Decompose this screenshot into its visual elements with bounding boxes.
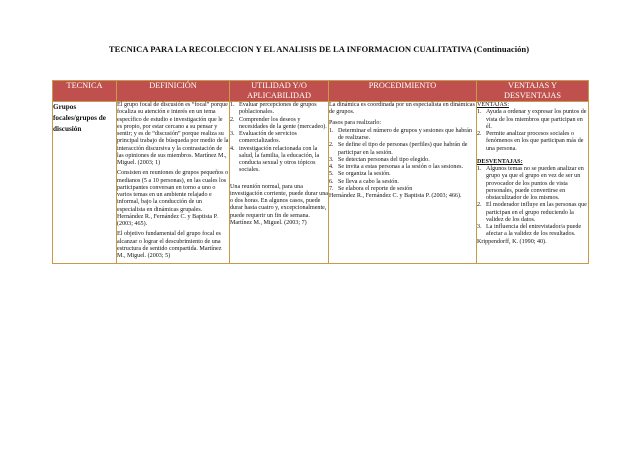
list-item: 2. Comprender los deseos y necesidades de la gente (mercadeo). <box>230 116 327 130</box>
list-item: 1. Evaluar percepciones de grupos poblacionales. <box>230 102 317 116</box>
document-title: TECNICA PARA LA RECOLECCION Y EL ANALISIS DE LA INFORMACION CUALITATIVA (Continuación) <box>108 44 530 54</box>
header-utilidad-line2: APLICABILIDAD <box>246 91 312 100</box>
header-ventajas <box>477 81 589 102</box>
list-item: 4. Se invita a estas personas a la sesión o las sesiones. <box>329 164 464 170</box>
procedimiento-intro: La dinámica es coordinada por un especialista en dinámicas de grupos. <box>329 102 475 116</box>
definicion-paragraph-1: El grupo focal de discusión es “focal” porque focaliza su atención e interés en un tema específico de estudio e investigación que le es propio, por estar cercano a su pensar y sentir; y es de “discusión” porque realiza su principal trabajo de búsqueda por medio de la interacción discursiva y la contrastación de las opiniones de sus miembros. Martínez M., Miguel. (2003; 1) <box>117 102 229 166</box>
list-item: 2. Permite analizar procesos sociales o fenómenos en los que participan más de una persona. <box>477 131 584 152</box>
header-ventajas-line1: VENTAJAS Y <box>507 81 558 90</box>
header-definicion: DEFINICIÓN <box>117 81 230 102</box>
cell-procedimiento <box>329 102 477 264</box>
cell-tecnica: Grupos focales/grupos de discusión <box>53 102 117 264</box>
list-item: 1. Algunos temas no se pueden analizar en grupo ya que el grupo en vez de ser un provocador de los puntos de vista personales, puede convertirse en obstaculizador de los mismos. <box>477 166 584 201</box>
ventajas-label: VENTAJAS: <box>477 102 510 108</box>
ventajas-list <box>477 109 588 153</box>
list-item: 7. Se elabora el reporte de sesión <box>329 185 413 192</box>
list-item: 3. Se detectan personas del tipo elegido. <box>329 156 430 163</box>
list-item: 3. La influencia del entrevistador/a puede afectar a la validez de los resultados. <box>477 224 582 238</box>
procedimiento-reference: Hernández R., Fernández C. y Baptista P. (2003; 466). <box>329 193 462 199</box>
techniques-table <box>52 80 589 264</box>
header-ventajas-line2: DESVENTAJAS <box>504 91 561 100</box>
list-item: 1. Determinar el número de grupos y sesiones que habrán de realizarse. <box>329 127 473 141</box>
list-item: 5. Se organiza la sesión. <box>329 171 391 178</box>
ventajas-reference: Krippendorff, K. (1990; 40). <box>477 238 547 245</box>
definicion-paragraph-2: Consisten en reuniones de grupos pequeños o medianos (5 a 10 personas), en las cuales los participantes conversan en torno a uno o varios temas en un ambiente relajado e informal, bajo la conducción de un especialista en dinámicas grupales. Hernández R., Fernández C. y Baptista P. (2003; 465). <box>117 170 229 227</box>
list-item: 2. Se define el tipo de personas (perfiles) que habrán de participar en la sesión. <box>329 142 468 156</box>
cell-utilidad <box>230 102 329 264</box>
utilidad-extra: Una reunión normal, para una investigación corriente, puede durar una o dos horas. En algunos casos, puede durar hasta cuatro y, excepcionalmente, puede requerir un fin de semana. Martínez M., Miguel. (2003; 7) <box>230 183 328 226</box>
header-tecnica: TECNICA <box>53 81 117 102</box>
desventajas-label: DESVENTAJAS: <box>477 158 523 165</box>
list-item: 4. investigación relacionada con la salud, la familia, la educación, la conducta sexual y otros tópicos sociales. <box>230 145 320 174</box>
header-procedimiento: PROCEDIMIENTO <box>329 81 477 102</box>
table-header-row <box>53 81 589 102</box>
utilidad-list <box>230 102 328 175</box>
procedimiento-pasos-label: Pasos para realizarlo: <box>329 119 382 126</box>
cell-ventajas <box>477 102 589 264</box>
table-row <box>53 102 589 264</box>
list-item: 6. Se lleva a cabo la sesión. <box>329 178 399 185</box>
list-item: 3. Evaluación de servicios comercializados. <box>230 131 297 145</box>
header-utilidad <box>230 81 329 102</box>
definicion-paragraph-3: El objetivo fundamental del grupo focal es alcanzar o lograr el descubrimiento de una estructura de sentido compartida. Martínez M., Miguel. (2003; 5) <box>117 231 222 259</box>
procedimiento-list <box>329 128 476 193</box>
list-item: 2. El moderador influye en las personas que participan en el grupo reduciendo la validez de los datos. <box>477 202 587 223</box>
desventajas-list <box>477 166 588 239</box>
list-item: 1. Ayuda a ordenar y expresar los puntos de vista de los miembros que participan en él. <box>477 109 587 130</box>
cell-definicion <box>117 102 230 264</box>
header-utilidad-line1: UTILIDAD Y/O <box>251 81 307 90</box>
